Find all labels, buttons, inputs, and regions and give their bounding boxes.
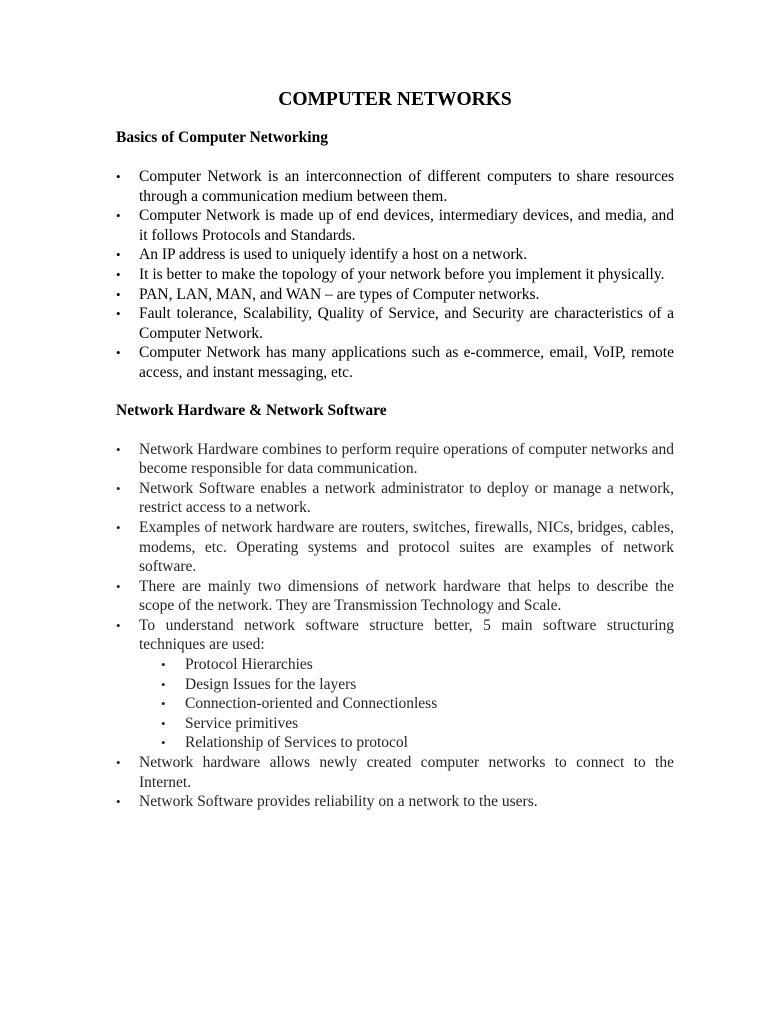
section-hardware-software: [116, 401, 674, 812]
list-item-text: Network Software provides reliability on a network to the users.: [139, 793, 538, 811]
document-page: [116, 86, 674, 812]
bullet-icon: •: [116, 266, 121, 282]
sub-list-item-text: Service primitives: [185, 714, 299, 732]
bullet-icon: •: [116, 286, 121, 302]
list-item-text: Examples of network hardware are routers, switches, firewalls, NICs, bridges, cables, modems, etc. Operating systems and protocol suites are examples of network software.: [139, 518, 674, 576]
list-item: [116, 206, 674, 245]
bullet-icon: •: [161, 657, 166, 673]
sub-list-item: [161, 675, 674, 695]
bullet-icon: •: [116, 345, 121, 361]
list-item: [116, 577, 674, 616]
bullet-icon: •: [116, 617, 121, 633]
bullet-icon: •: [116, 519, 121, 535]
list-item-text: PAN, LAN, MAN, and WAN – are types of Computer networks.: [139, 285, 540, 303]
list-item: [116, 343, 674, 382]
sub-list-item: [161, 694, 674, 714]
sub-list-item-text: Relationship of Services to protocol: [185, 734, 408, 752]
bullet-icon: •: [116, 794, 121, 810]
section-heading: Basics of Computer Networking: [116, 129, 328, 146]
list-item: [116, 792, 674, 812]
list-item-text: Computer Network is made up of end devices, intermediary devices, and media, and it follows Protocols and Standards.: [139, 207, 674, 244]
list-item: [116, 265, 674, 285]
bullet-icon: •: [116, 306, 121, 322]
list-item: [116, 753, 674, 792]
list-item: [116, 616, 674, 753]
bullet-icon: •: [161, 696, 166, 712]
bullet-icon: •: [116, 480, 121, 496]
list-item-text: An IP address is used to uniquely identify a host on a network.: [139, 246, 528, 264]
list-item: [116, 167, 674, 206]
list-item: [116, 304, 674, 343]
list-item-text: It is better to make the topology of your network before you implement it physically.: [139, 265, 665, 283]
list-item-text: Network Hardware combines to perform require operations of computer networks and become responsible for data communication.: [139, 440, 674, 478]
list-item-text: Computer Network has many applications such as e-commerce, email, VoIP, remote access, and instant messaging, etc.: [139, 344, 674, 381]
sub-list-item-text: Connection-oriented and Connectionless: [185, 695, 438, 713]
list-item-text: Network Software enables a network administrator to deploy or manage a network, restrict access to a network.: [139, 479, 674, 517]
bullet-icon: •: [116, 169, 121, 184]
sub-list-item: [161, 714, 674, 734]
document-title: COMPUTER NETWORKS: [278, 89, 512, 110]
bullet-icon: •: [116, 247, 121, 263]
list-item: [116, 479, 674, 518]
bullet-list: [116, 167, 674, 383]
bullet-list: [116, 440, 674, 812]
bullet-icon: •: [161, 715, 166, 731]
list-item: [116, 518, 674, 577]
list-item-text: To understand network software structure better, 5 main software structuring techniques are used:: [139, 616, 674, 654]
sub-list-item-text: Protocol Hierarchies: [185, 656, 313, 674]
list-item-text: There are mainly two dimensions of network hardware that helps to describe the scope of the network. They are Transmission Technology and Scale.: [139, 577, 674, 615]
sub-list-item: [161, 655, 674, 675]
list-item-text: Fault tolerance, Scalability, Quality of Service, and Security are characteristics of a Computer Network.: [139, 305, 674, 342]
bullet-icon: •: [161, 676, 166, 692]
bullet-icon: •: [116, 441, 121, 457]
section-basics: [116, 128, 674, 383]
bullet-icon: •: [116, 578, 121, 594]
list-item: [116, 245, 674, 265]
section-heading: Network Hardware & Network Software: [116, 401, 387, 419]
list-item-text: Computer Network is an interconnection of different computers to share resources through a communication medium between them.: [139, 168, 674, 205]
list-item-text: Network hardware allows newly created computer networks to connect to the Internet.: [139, 754, 674, 791]
bullet-icon: •: [116, 755, 121, 771]
list-item: [116, 285, 674, 305]
bullet-icon: •: [161, 735, 166, 751]
list-item: [116, 440, 674, 479]
sub-list-item: [161, 733, 674, 753]
sub-bullet-list: [139, 655, 674, 753]
bullet-icon: •: [116, 208, 121, 224]
sub-list-item-text: Design Issues for the layers: [185, 675, 357, 693]
